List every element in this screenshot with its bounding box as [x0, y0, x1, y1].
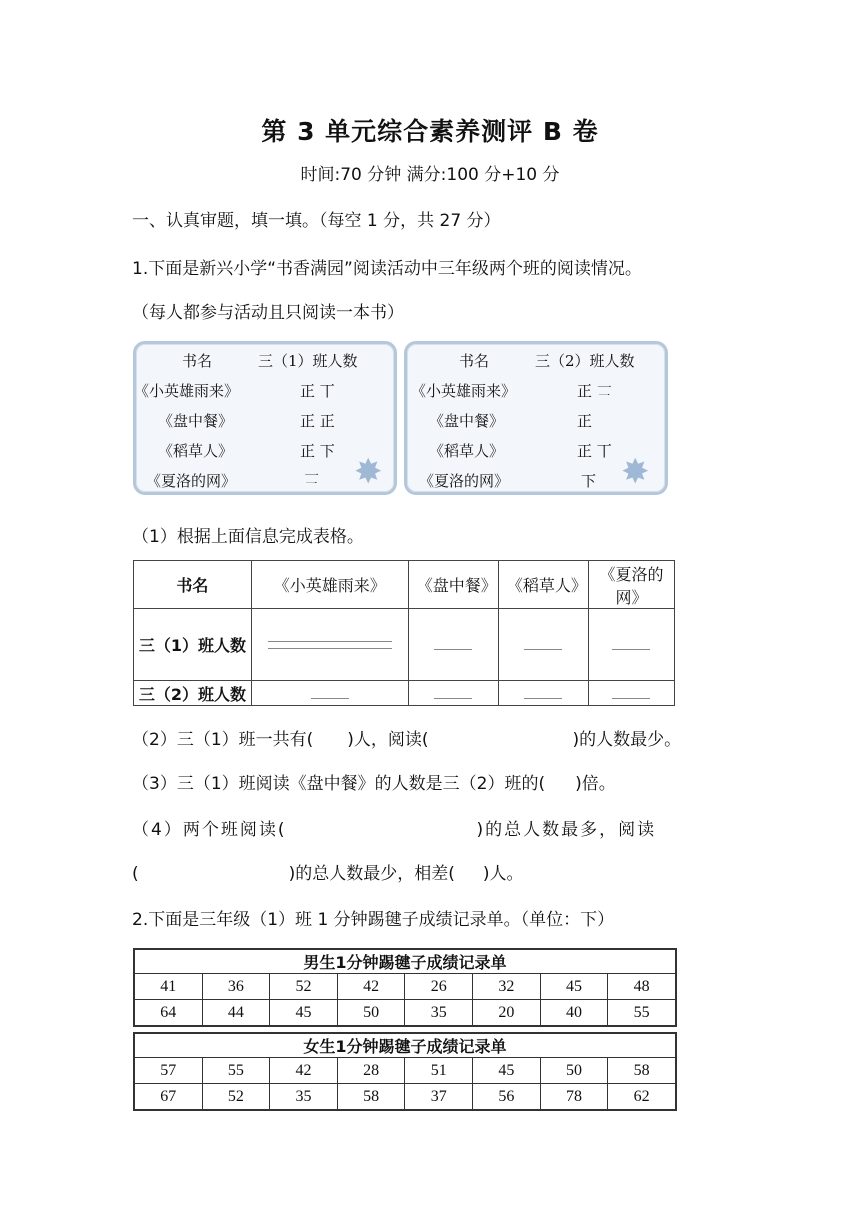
answer-cell[interactable] [498, 681, 588, 706]
maple-leaf-icon: ✸ [621, 452, 650, 492]
record-cell: 37 [405, 1084, 473, 1110]
record-cell: 57 [135, 1058, 203, 1084]
answer-cell[interactable] [588, 681, 674, 706]
tally-card-class-2 [404, 341, 668, 495]
answer-cell[interactable] [251, 681, 408, 706]
tally-header-book: 书名 [459, 352, 490, 370]
record-cell: 64 [135, 1000, 203, 1026]
table-row-label: 三（2）班人数 [134, 681, 252, 706]
record-cell: 44 [202, 1000, 270, 1026]
section-heading: 一、认真审题，填一填。（每空 1 分，共 27 分） [132, 211, 501, 231]
table-header-cell: 《夏洛的网》 [588, 561, 674, 609]
record-cell: 36 [202, 974, 270, 1000]
sub-question-3: （3）三（1）班阅读《盘中餐》的人数是三（2）班的( )倍。 [132, 774, 616, 794]
record-cell: 78 [540, 1084, 608, 1110]
tally-book: 《小英雄雨来》 [134, 382, 240, 400]
record-title: 女生1分钟踢毽子成绩记录单 [135, 1034, 676, 1058]
table-header-cell: 书名 [134, 561, 252, 609]
tally-card-class-1 [133, 341, 397, 495]
record-cell: 35 [405, 1000, 473, 1026]
girls-record-sheet [133, 1032, 677, 1111]
question-1-note: （每人都参与活动且只阅读一本书） [132, 303, 404, 323]
record-cell: 58 [337, 1084, 405, 1110]
tally-book: 《稻草人》 [158, 442, 234, 460]
tally-book: 《小英雄雨来》 [411, 382, 517, 400]
tally-header-book: 书名 [182, 352, 213, 370]
answer-cell[interactable] [498, 609, 588, 681]
tally-book: 《盘中餐》 [158, 412, 234, 430]
sub-question-4-cont: ( )的总人数最少，相差( )人。 [132, 864, 524, 884]
page-title: 第 3 单元综合素养测评 B 卷 [261, 117, 599, 146]
record-cell: 28 [337, 1058, 405, 1084]
record-cell: 42 [270, 1058, 338, 1084]
tally-marks: 下 [581, 472, 597, 490]
record-cell: 50 [337, 1000, 405, 1026]
tally-marks: 正 正 [300, 412, 335, 430]
table-header-cell: 《稻草人》 [498, 561, 588, 609]
record-cell: 45 [540, 974, 608, 1000]
tally-book: 《夏洛的网》 [419, 472, 510, 490]
answer-cell[interactable] [588, 609, 674, 681]
maple-leaf-icon: ✸ [354, 452, 383, 492]
record-cell: 52 [202, 1084, 270, 1110]
record-cell: 52 [270, 974, 338, 1000]
record-cell: 26 [405, 974, 473, 1000]
fill-in-table [133, 560, 675, 706]
tally-marks: 正 [577, 412, 593, 430]
page-subtitle: 时间:70 分钟 满分:100 分+10 分 [300, 165, 560, 185]
question-2-text: 2.下面是三年级（1）班 1 分钟踢毽子成绩记录单。（单位：下） [132, 910, 615, 930]
table-header-cell: 《小英雄雨来》 [251, 561, 408, 609]
tally-header-count: 三（1）班人数 [258, 352, 358, 370]
tally-marks: 正 𠄟 [577, 382, 612, 400]
record-title: 男生1分钟踢毽子成绩记录单 [135, 950, 676, 974]
tally-book: 《盘中餐》 [429, 412, 505, 430]
record-cell: 62 [608, 1084, 676, 1110]
answer-cell[interactable] [251, 609, 408, 681]
sub-question-2: （2）三（1）班一共有( )人，阅读( )的人数最少。 [132, 730, 682, 750]
record-cell: 55 [202, 1058, 270, 1084]
sub-question-4: （4）两个班阅读( )的总人数最多，阅读 [132, 820, 657, 840]
record-cell: 50 [540, 1058, 608, 1084]
record-cell: 67 [135, 1084, 203, 1110]
record-cell: 55 [608, 1000, 676, 1026]
tally-header-count: 三（2）班人数 [535, 352, 635, 370]
record-cell: 48 [608, 974, 676, 1000]
record-cell: 42 [337, 974, 405, 1000]
tally-marks: 正 丅 [300, 382, 335, 400]
answer-cell[interactable] [408, 681, 498, 706]
record-cell: 20 [473, 1000, 541, 1026]
tally-book: 《夏洛的网》 [146, 472, 237, 490]
tally-book: 《稻草人》 [429, 442, 505, 460]
tally-marks: 正 丅 [577, 442, 612, 460]
table-header-cell: 《盘中餐》 [408, 561, 498, 609]
record-cell: 58 [608, 1058, 676, 1084]
record-cell: 56 [473, 1084, 541, 1110]
record-cell: 35 [270, 1084, 338, 1110]
record-cell: 45 [270, 1000, 338, 1026]
record-cell: 51 [405, 1058, 473, 1084]
boys-record-sheet [133, 948, 677, 1027]
tally-marks: 正 下 [300, 442, 335, 460]
question-1-text: 1.下面是新兴小学“书香满园”阅读活动中三年级两个班的阅读情况。 [132, 259, 642, 279]
record-cell: 32 [473, 974, 541, 1000]
record-cell: 41 [135, 974, 203, 1000]
tally-marks: 𠄟 [304, 470, 320, 488]
answer-cell[interactable] [408, 609, 498, 681]
table-row-label: 三（1）班人数 [134, 609, 252, 681]
record-cell: 40 [540, 1000, 608, 1026]
sub-question-1: （1）根据上面信息完成表格。 [132, 527, 364, 547]
record-cell: 45 [473, 1058, 541, 1084]
